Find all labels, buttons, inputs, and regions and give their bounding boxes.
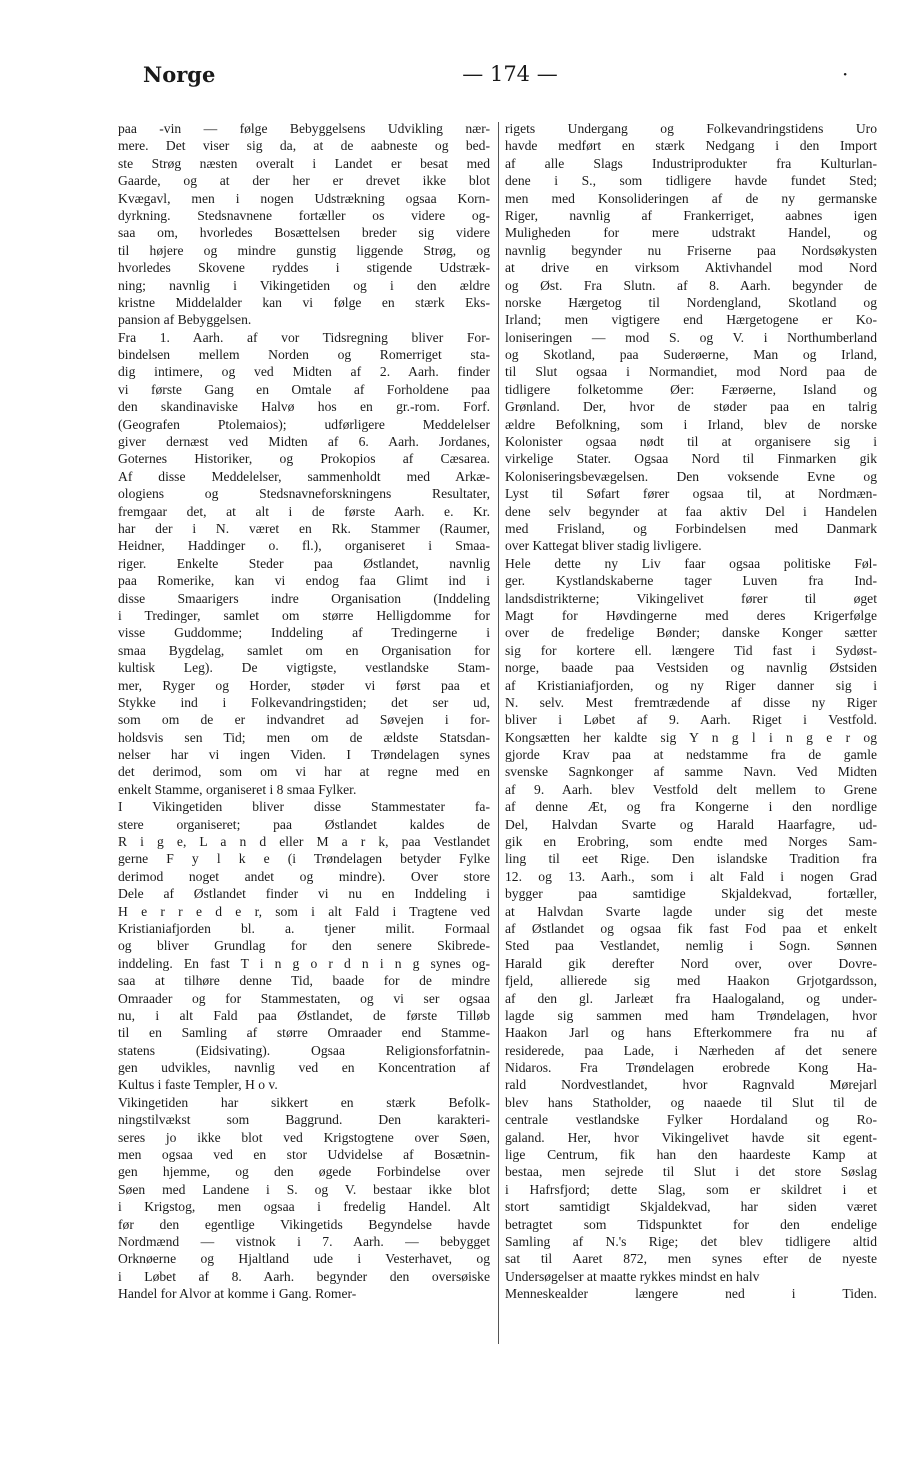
text-line: enkelt Stamme, organiseret i 8 smaa Fylker. [118,781,357,797]
text-line: Kristianiafjorden bl. a. tjener milit. Formaal [118,920,490,936]
text-line: Omraader og for Stammestaten, og vi ser ogsaa [118,990,490,1006]
text-line: dene i S., som tidligere havde fundet Sted; [505,173,877,189]
text-line: N. selv. Mest fremtrædende af disse ny Riger [505,694,877,710]
text-line: Kvægavl, men i nogen Udstrækning ogsaa Korn- [118,190,490,206]
text-line: gerne F y l k e (i Trøndelagen betyder Fylke [118,851,490,867]
text-line: 12. og 13. Aarh., som i alt Fald i nogen Grad [505,868,877,884]
text-line: centrale vestlandske Fylker Hordaland og Ro- [505,1112,877,1128]
page-number: — 174 — [462,62,558,86]
text-line: den skandinaviske Halvø hos en gr.-rom. Forf. [118,399,490,415]
text-line: at Halvdan Svarte lagde under sig det meste [505,903,877,919]
text-line: og bliver Grundlag for den senere Skibrede- [118,938,490,954]
text-line: dyrkning. Stedsnavnene fortæller os videre og- [118,207,490,223]
text-line: pansion af Bebyggelsen. [118,312,252,328]
text-line: Goternes Historiker, og Prokopios af Cæsarea. [118,451,490,467]
text-line: Gaarde, og at der her er drevet ikke blot [118,173,490,189]
text-line: nelser har vi ingen Viden. I Trøndelagen synes [118,747,490,763]
text-line: Vikingetiden har sikkert en stærk Befolk- [118,1094,490,1110]
text-line: af Østlandet og ogsaa fik fast Fod paa et enkelt [505,920,877,936]
text-line: stere organiseret; paa Østlandet kaldes de [118,816,490,832]
text-line: i Krigstog, men ogsaa i fredelig Handel. Alt [118,1199,490,1215]
text-line: Stykke ind i Folkevandringstiden; det ser ud, [118,694,490,710]
text-line: og Øst. Fra Slutn. af 8. Aarh. begynder de [505,277,877,293]
text-line: gjorde Krav paa at nedstamme fra de gamle [505,747,877,763]
text-line: disse Smaarigers indre Organisation (Inddeling [118,590,490,606]
text-line: mere. Det viser sig da, at de aabneste og bed- [118,138,490,154]
text-line: navnlig begynder nu Friserne paa Nordsøkysten [505,242,877,258]
text-line: inddeling. En fast T i n g o r d n i n g synes og- [118,955,490,971]
text-line: gen udvikles, navnlig ved en Koncentration af [118,1060,490,1076]
text-line: gen hjemme, og den øgede Forbindelse over [118,1164,490,1180]
text-line: Harald gik derefter Nord over, over Dovre- [505,955,877,971]
text-line: Sted paa Vestlandet, nemlig i Sogn. Sønnen [505,938,877,954]
text-line: til højere og mindre gunstig liggende Strøg, og [118,242,490,258]
text-line: Grønland. Der, hvor de støder paa en talrig [505,399,877,415]
text-line: sat til Aaret 872, men synes efter de nyeste [505,1251,877,1267]
text-line: har der i N. været en Rk. Stammer (Raumer, [118,520,490,536]
text-line: smaa Bygdelag, samlet om en Organisation for [118,642,490,658]
left-column [118,120,490,1345]
text-line: men ogsaa ved en stor Udvidelse af Bosætnin- [118,1147,490,1163]
text-line: Dele af Østlandet finder vi nu en Inddeling i [118,886,490,902]
text-line: loniseringen — mod S. og V. i Northumberland [505,329,877,345]
text-line: residerede, paa Lade, i Nærheden af det senere [505,1042,877,1058]
text-line: Riger, navnlig af Frankerriget, aabnes igen [505,207,877,223]
text-line: ningstilvækst som Baggrund. Den karakteri- [118,1112,490,1128]
text-line: Hele dette ny Liv faar ogsaa politiske Føl- [505,555,877,571]
text-line: vi første Gang en Omtale af Forholdene paa [118,381,490,397]
text-line: i Tredinger, samlet om større Helligdomme for [118,607,490,623]
text-line: dene selv begynder at faa aktiv Del i Handelen [505,503,877,519]
text-line: giver dernæst ved Midten af 6. Aarh. Jordanes, [118,434,490,450]
text-line: stort samtidigt Skjaldekvad, har siden været [505,1199,877,1215]
text-line: Undersøgelser at maatte rykkes mindst en halv [505,1268,760,1284]
text-line: ger. Kystlandskaberne tager Luven fra Ind- [505,573,877,589]
text-line: det derimod, som om vi har at regne med en [118,764,490,780]
text-line: ældre Befolkning, som i Irland, blev de norske [505,416,877,432]
text-line: Del, Halvdan Svarte og Harald Haarfagre, ud- [505,816,877,832]
text-line: statens (Eidsivating). Ogsaa Religionsforfatnin- [118,1042,490,1058]
text-line: Af disse Meddelelser, sammenholdt med Arkæ- [118,468,490,484]
text-line: med Frisland, og Forbindelsen med Danmark [505,520,877,536]
text-line: rald Nordvestlandet, hvor Ragnvald Mørejarl [505,1077,877,1093]
text-line: I Vikingetiden bliver disse Stammestater fa- [118,799,490,815]
text-line: af denne Æt, og fra Kongerne i den nordlige [505,799,877,815]
text-line: sig for kortere ell. længere Tid fast i Sydøst- [505,642,877,658]
column-divider [498,122,499,1344]
text-line: bygger paa samtidige Skjaldekvad, fortæller, [505,886,877,902]
text-line: til Slut ogsaa i Normandiet, mod Nord paa de [505,364,877,380]
text-line: og Skotland, paa Suderøerne, Man og Irland, [505,347,877,363]
text-line: gik en Erobring, som endte med Norges Sam- [505,834,877,850]
text-line: Koloniseringsbevægelsen. Den voksende Evne og [505,468,877,484]
text-line: ning; navnlig i Vikingetiden og i den ældre [118,277,490,293]
text-line: Nordmænd — vistnok i 7. Aarh. — bebygget [118,1234,490,1249]
text-line: rigets Undergang og Folkevandringstidens Uro [505,121,877,136]
text-line: H e r r e d e r, som i alt Fald i Tragtene ved [118,903,490,919]
text-line: norske Hærgetog til Nordengland, Skotland og [505,294,877,310]
text-line: landsdistrikterne; Vikingelivet fører til øget [505,590,877,606]
text-line: Heidner, Haddinger o. fl.), organiseret i Smaa- [118,538,490,554]
text-line: Fra 1. Aarh. af vor Tidsregning bliver For- [118,329,490,345]
text-line: i Hafrsfjord; dette Slag, som er skildret i et [505,1181,877,1197]
text-line: at drive en virksom Aktivhandel mod Nord [505,260,877,276]
text-line: dig intimere, og ved Midten af 2. Aarh. finder [118,364,490,380]
text-line: af den gl. Jarleæt fra Haalogaland, og under- [505,990,877,1006]
text-line: Kultus i faste Templer, H o v. [118,1077,278,1093]
text-line: Kongsætten her kaldte sig Y n g l i n g e r og [505,729,877,745]
text-line: saa at tilhøre denne Tid, baade for de mindre [118,973,490,989]
text-line: galand. Her, hvor Vikingelivet havde sit egent- [505,1129,877,1145]
text-line: blev hans Statholder, og naaede til Slut til de [505,1094,877,1110]
text-line: bliver i Løbet af 9. Aarh. Riget i Vestfold. [505,712,877,728]
text-line: tidligere folketomme Øer: Færøerne, Island og [505,381,877,397]
text-line: Irland; men vigtigere end Hærgetogene er Ko- [505,312,877,328]
text-line: ste Strøg næsten overalt i Landet er besat med [118,155,490,171]
text-line: af 9. Aarh. blev Vestfold delt mellem to Grene [505,781,877,797]
header-mark: · [842,62,849,86]
text-line: seres jo ikke blot ved Krigstogtene over Søen, [118,1129,490,1145]
text-line: hvorledes Skovene ryddes i stigende Udstræk- [118,260,490,276]
text-line: Lyst til Søfart fører ogsaa til, at Nordmæn- [505,486,877,502]
text-line: norge, baade paa Vestsiden og navnlig Østsiden [505,660,877,676]
text-line: havde medført en stærk Nedgang i den Import [505,138,877,154]
text-line: Orknøerne og Hjaltland ude i Vesterhavet, og [118,1251,490,1267]
text-line: kristne Middelalder kan vi følge en stærk Eks- [118,294,490,310]
text-line: paa -vin — følge Bebyggelsens Udvikling nær- [118,121,490,136]
text-line: (Geografen Ptolemaios); udførligere Meddelelser [118,416,490,432]
text-line: over de fredelige Bønder; danske Konger sætter [505,625,877,641]
text-line: før den egentlige Vikingetids Begyndelse havde [118,1216,490,1232]
text-line: kultisk Leg). De vigtigste, vestlandske Stam- [118,660,490,676]
text-line: nu, i alt Fald paa Østlandet, de første Tilløb [118,1007,490,1023]
text-line: Muligheden for mere udstrakt Handel, og [505,225,877,241]
text-line: Kolonister ogsaa nødt til at organisere sig i [505,434,877,450]
text-line: fjeld, allierede sig med Haakon Grjotgardsson, [505,973,877,989]
text-line: holdsvis sen Tid; men om de ældste Statsdan- [118,729,490,745]
text-line: derimod noget andet og mindre). Over store [118,868,490,884]
text-line: af alle Slags Industriprodukter fra Kulturlan- [505,155,877,171]
text-line: lagde sig sammen med ham Trøndelagen, hvor [505,1007,877,1023]
text-line: Haakon Jarl og hans Efterkommere fra nu af [505,1025,877,1041]
text-line: bindelsen mellem Norden og Romerriget sta- [118,347,490,363]
text-line: svenske Sagnkonger af samme Navn. Ved Midten [505,764,877,780]
page-header [0,60,920,96]
text-line: lige Centrum, fik han den haardeste Kamp at [505,1147,877,1163]
text-line: ologiens og Stedsnavneforskningens Resultater, [118,486,490,502]
text-line: Menneskealder længere ned i Tiden. [505,1286,877,1302]
right-column [505,120,877,1345]
text-line: riger. Enkelte Steder paa Østlandet, navnlig [118,555,490,571]
text-line: saa om, hvorledes Bosættelsen breder sig videre [118,225,490,241]
text-line: som om de er indvandret ad Søvejen i for- [118,712,490,728]
text-line: R i g e, L a n d eller M a r k, paa Vestlandet [118,834,490,850]
text-line: over Kattegat bliver stadig livligere. [505,538,702,554]
text-line: til en Samling af større Omraader end Stamme- [118,1025,490,1041]
text-line: bestaa, men sejrede til Slut i det store Søslag [505,1164,877,1180]
text-line: ling til eet Rige. Den islandske Tradition fra [505,851,877,867]
text-line: visse Guddomme; Inddeling af Tredingerne i [118,625,490,641]
text-line: betragtet som Tidspunktet for den endelige [505,1216,877,1232]
running-title: Norge [143,62,216,87]
text-line: Magt for Høvdingerne med deres Krigerfølge [505,607,877,623]
text-line: i Løbet af 8. Aarh. begynder den oversøiske [118,1268,490,1284]
text-line: paa Romerike, kan vi endog faa Glimt ind i [118,573,490,589]
text-line: Samling af N.'s Rige; det blev tidligere altid [505,1234,877,1249]
text-line: Søen med Landene i S. og V. bestaar ikke blot [118,1181,490,1197]
text-line: virkelige Stater. Ogsaa Nord til Finmarken gik [505,451,877,467]
text-line: fremgaar det, at alt i de første Aarh. e. Kr. [118,503,490,519]
text-line: men med Konsolideringen af de ny germanske [505,190,877,206]
text-line: mer, Ryger og Horder, støder vi først paa et [118,677,490,693]
text-line: Nidaros. Fra Trøndelagen erobrede Kong Ha- [505,1060,877,1076]
text-line: Handel for Alvor at komme i Gang. Romer- [118,1286,357,1302]
text-line: af Kristianiafjorden, og ny Riger danner sig i [505,677,877,693]
